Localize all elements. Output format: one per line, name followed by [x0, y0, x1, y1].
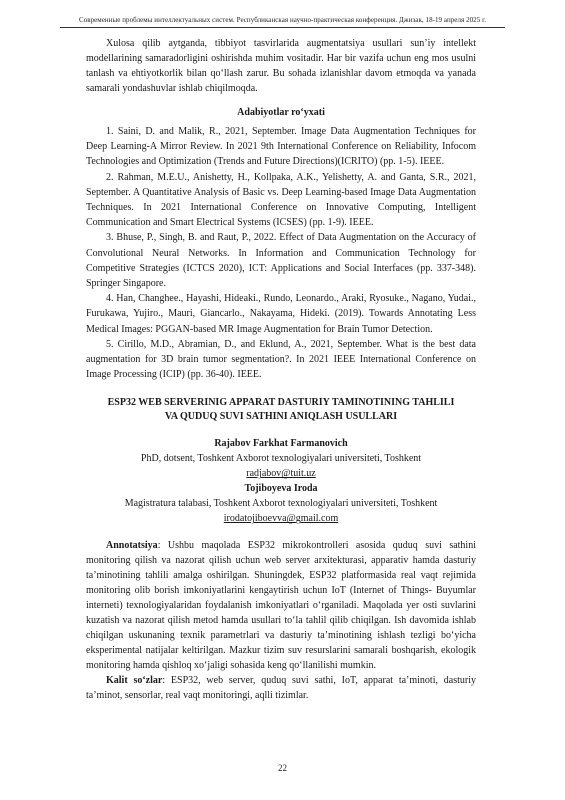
- reference-item: 5. Cirillo, M.D., Abramian, D., and Eklund, A., 2021, September. What is the best data augmentation for 3D brain tumor segmentation?. In 2021 IEEE International Conference on Image Processing (ICIP) (pp. 36-40). IEEE.: [86, 338, 476, 381]
- article-title-line-2: VA QUDUQ SUVI SATHINI ANIQLASH USULLARI: [164, 411, 398, 423]
- author-name: Tojiboyeva Iroda: [244, 483, 318, 495]
- abstract-text: : Ushbu maqolada ESP32 mikrokontrolleri asosida quduq suvi sathini monitoring qilish va nazorat qilish uchun web server arxitekturasi, apparativ hamda dasturiy ta’minotining tahlili amalga oshirilgan. Shuningdek, ESP32 platformasida real vaqt rejimida monitoring olib borish imkoniyatlarini kengaytirish uchun IoT (Internet of Things- Buyumlar interneti) texnologiyalaridan foydalanish imkoniyatlari o‘rganiladi. Maqolada yer osti suvlarini kuzatish va nazorat qilish metod hamda usullari to‘la tahlil qilib chiqilgan. Ish davomida ishlab chiqilgan uskunaning texnik parametrlari va dasturiy ta’minotining ishlash tezligi bo‘yicha eksperimental natijalar keltirilgan. Mazkur tizim suv resurslarini samarali boshqarish, ekologik monitoring hamda qishloq xo‘jaligi sohasida keng qo‘llanilishi mumkin.: [86, 540, 476, 672]
- keywords-paragraph: [86, 673, 476, 703]
- abstract-label: Annotatsiya: [106, 540, 158, 552]
- keywords-text: : ESP32, web server, quduq suvi sathi, IoT, apparat ta’minoti, dasturiy ta’minot, sensorlar, real vaqt monitoringi, aqlli tizimlar.: [86, 675, 476, 702]
- intro-paragraph: Xulosa qilib aytganda, tibbiyot tasvirlarida augmentatsiya usullari sun’iy intellekt modellarining samaradorligini oshirishda muhim vositadir. Har bir vazifa uchun eng mos usulni tanlash va ehtiyotkorlik bilan qo‘llash zarur. Bu sohada izlanishlar davom etmoqda va yanada samarali yondashuvlar ishlab chiqilmoqda.: [86, 38, 476, 94]
- author-email-link[interactable]: radjabov@tuit.uz: [246, 468, 316, 480]
- author-name: Rajabov Farkhat Farmanovich: [214, 438, 348, 450]
- abstract-paragraph: [86, 538, 476, 673]
- header-rule: [60, 27, 505, 28]
- running-head: Современные проблемы интеллектуальных систем. Республиканская научно-практическая конференция. Джизак, 18-19 апреля 2025 г.: [78, 16, 487, 24]
- page-body: [86, 36, 476, 703]
- article-title: [86, 396, 476, 424]
- author-email-link[interactable]: irodatojiboevva@gmail.com: [223, 513, 339, 525]
- reference-item: 3. Bhuse, P., Singh, B. and Raut, P., 2022. Effect of Data Augmentation on the Accuracy of Convolutional Neural Networks. In Information and Communication Technology for Competitive Strategies (ICTCS 2020), ICT: Applications and Social Interfaces (pp. 337-348). Springer Singapore.: [86, 232, 476, 290]
- reference-item: 1. Saini, D. and Malik, R., 2021, September. Image Data Augmentation Techniques for Deep Learning-A Mirror Review. In 2021 9th International Conference on Reliability, Infocom Technologies and Optimization (Trends and Future Directions)(ICRITO) (pp. 1-5). IEEE.: [86, 126, 476, 168]
- page-number: 22: [278, 763, 287, 773]
- author-affiliation: PhD, dotsent, Toshkent Axborot texnologiyalari universiteti, Toshkent: [140, 453, 422, 465]
- article-title-line-1: ESP32 WEB SERVERINIG APPARAT DASTURIY TAMINOTINING TAHLILI: [107, 397, 455, 409]
- keywords-label: Kalit so‘zlar: [106, 675, 163, 687]
- reference-item: 2. Rahman, M.E.U., Anishetty, H., Kollpaka, A.K., Yelishetty, A. and Ganta, S.R., 2021, September. A Quantitative Analysis of Basic vs. Deep Learning-based Image Data Augmentation Techniques. In 2021 International Conference on Innovative Computing, Intelligent Communication and Smart Electrical Systems (ICSES) (pp. 1-9). IEEE.: [86, 171, 476, 229]
- references-heading: Adabiyotlar ro‘yxati: [237, 107, 325, 118]
- author-affiliation: Magistratura talabasi, Toshkent Axborot texnologiyalari universiteti, Toshkent: [124, 498, 438, 510]
- reference-item: 4. Han, Changhee., Hayashi, Hideaki., Rundo, Leonardo., Araki, Ryosuke., Nagano, Yudai., Furukawa, Yujiro., Mauri, Giancarlo., Nakayama, Hideki. (2019). Towards Annotating Less Medical Images: PGGAN-based MR Image Augmentation for Brain Tumor Detection.: [86, 293, 476, 335]
